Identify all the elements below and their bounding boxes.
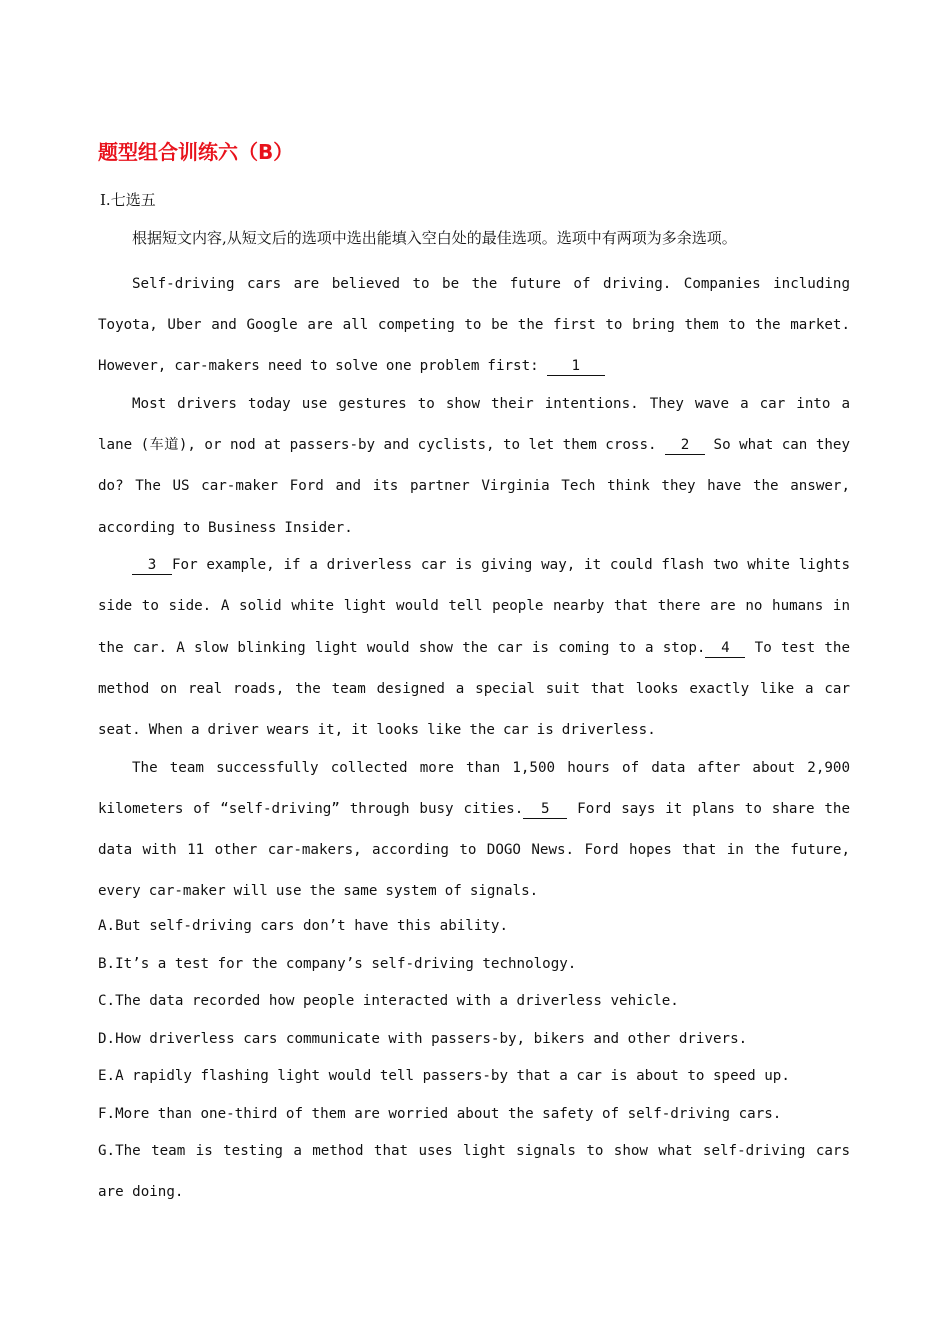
paragraph-3 bbox=[98, 545, 850, 751]
option-c: C.The data recorded how people interacted with a driverless vehicle. bbox=[98, 993, 679, 1009]
option-e: E.A rapidly flashing light would tell passers-by that a car is about to speed up. bbox=[98, 1068, 790, 1084]
blank-4: 4 bbox=[705, 639, 745, 658]
paragraph-4-text-b: Ford says it plans to share the data with 11 other car-makers, according to DOGO News. Ford hopes that in the future, every car-maker will use the same system of signals. bbox=[98, 800, 850, 900]
blank-3: 3 bbox=[132, 556, 172, 575]
paragraph-4-text-a: The team successfully collected more than 1,500 hours of data after about 2,900 kilometers of “self-driving” through busy cities. bbox=[98, 759, 850, 817]
paragraph-2-text-b: So what can they do? The US car-maker Ford and its partner Virginia Tech think they have the answer, according to Business Insider. bbox=[98, 437, 850, 536]
page-title: 题型组合训练六（B） bbox=[98, 140, 294, 164]
answer-options bbox=[98, 908, 850, 1213]
section-heading: Ⅰ.七选五 bbox=[100, 191, 156, 209]
option-b: B.It’s a test for the company’s self-driving technology. bbox=[98, 955, 577, 972]
paragraph-4 bbox=[98, 748, 850, 913]
paragraph-1 bbox=[98, 264, 850, 388]
reading-passage bbox=[98, 264, 850, 912]
option-g: G.The team is testing a method that uses light signals to show what self-driving cars are doing. bbox=[98, 1143, 850, 1200]
paragraph-3-text-a: For example, if a driverless car is giving way, it could flash two white lights side to side. A solid white light would tell people nearby that there are no humans in the car. A slow blinking light would show the car is coming to a stop. bbox=[98, 557, 850, 656]
blank-1: 1 bbox=[547, 357, 605, 376]
paragraph-2 bbox=[98, 384, 850, 549]
option-d: D.How driverless cars communicate with passers-by, bikers and other drivers. bbox=[98, 1030, 748, 1047]
option-f: F.More than one-third of them are worried about the safety of self-driving cars. bbox=[98, 1105, 782, 1122]
option-a: A.But self-driving cars don’t have this ability. bbox=[98, 918, 508, 934]
blank-2: 2 bbox=[665, 436, 705, 455]
paragraph-1-text: Self-driving cars are believed to be the future of driving. Companies including Toyota, Uber and Google are all competing to be the first to bring them to the market. However, car-makers need to solve one problem first: bbox=[98, 276, 850, 375]
paragraph-2-text-a: Most drivers today use gestures to show their intentions. They wave a car into a lane (车道), or nod at passers-by and cyclists, to let them cross. bbox=[98, 396, 850, 454]
instruction-text: 根据短文内容,从短文后的选项中选出能填入空白处的最佳选项。选项中有两项为多余选项。 bbox=[132, 229, 737, 247]
blank-5: 5 bbox=[523, 800, 567, 819]
paragraph-3-text-b: To test the method on real roads, the team designed a special suit that looks exactly like a car seat. When a driver wears it, it looks like the car is driverless. bbox=[98, 639, 850, 739]
